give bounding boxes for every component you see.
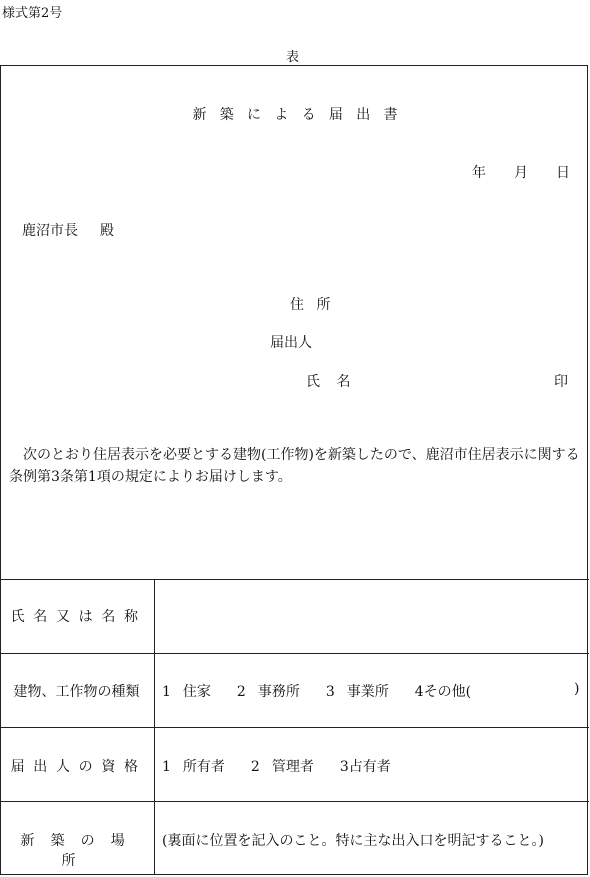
option-number: 2 [250,759,260,775]
option-number: 4 [414,684,424,700]
option-number: 2 [236,684,246,700]
building-option[interactable] [326,684,389,700]
row-value-location: (裏面に位置を記入のこと。特に主な出入口を明記すること。) [162,833,544,849]
option-label: 所有者 [182,759,225,775]
option-number: 1 [162,684,171,700]
date-month-label: 月 [514,165,528,181]
date-line [444,162,570,182]
body-text: 次のとおり住居表示を必要とする建物(工作物)を新築したので、鹿沼市住居表示に関する条例第3条第1項の規定によりお届けします。 [9,447,580,485]
addressee [22,220,114,240]
building-option[interactable] [415,684,471,700]
option-number: 1 [162,759,171,775]
qualification-option[interactable] [251,759,314,775]
seal-mark: 印 [554,374,568,390]
form-title: 新築による届出書 [192,107,411,123]
date-day-label: 日 [556,165,570,181]
divider-row-1 [1,653,589,654]
applicant-label: 届出人 [270,335,312,351]
form-number: 様式第2号 [2,6,63,21]
addressee-honorific: 殿 [100,223,114,239]
building-option[interactable] [162,684,211,700]
divider-row-2 [1,727,589,728]
building-type-options [162,681,471,701]
option-label: 管理者 [271,759,314,775]
option-number: 3 [325,684,335,700]
date-year-label: 年 [472,165,486,181]
building-option[interactable] [237,684,300,700]
qualification-options [162,756,391,776]
name-label: 氏 名 [306,374,351,390]
row-label-location: 新築の場所 [20,833,141,869]
option-label: 事務所 [257,684,300,700]
address-label: 住 所 [290,297,331,313]
divider-row-3 [1,801,589,802]
divider-label-column [154,579,155,874]
addressee-name: 鹿沼市長 [22,223,78,239]
qualification-option[interactable] [162,759,225,775]
row-label-qualification: 届出人の資格 [10,759,147,775]
side-label: 表 [286,50,300,65]
qualification-option[interactable] [340,759,391,775]
row-label-name: 氏名又は名称 [10,609,147,625]
other-close-paren: ) [574,681,580,697]
option-label: その他( [423,684,472,700]
divider-header [1,579,589,580]
option-label: 占有者 [348,759,391,775]
option-label: 住家 [182,684,211,700]
option-label: 事業所 [346,684,389,700]
row-label-building-type: 建物、工作物の種類 [13,684,140,700]
option-number: 3 [339,759,349,775]
